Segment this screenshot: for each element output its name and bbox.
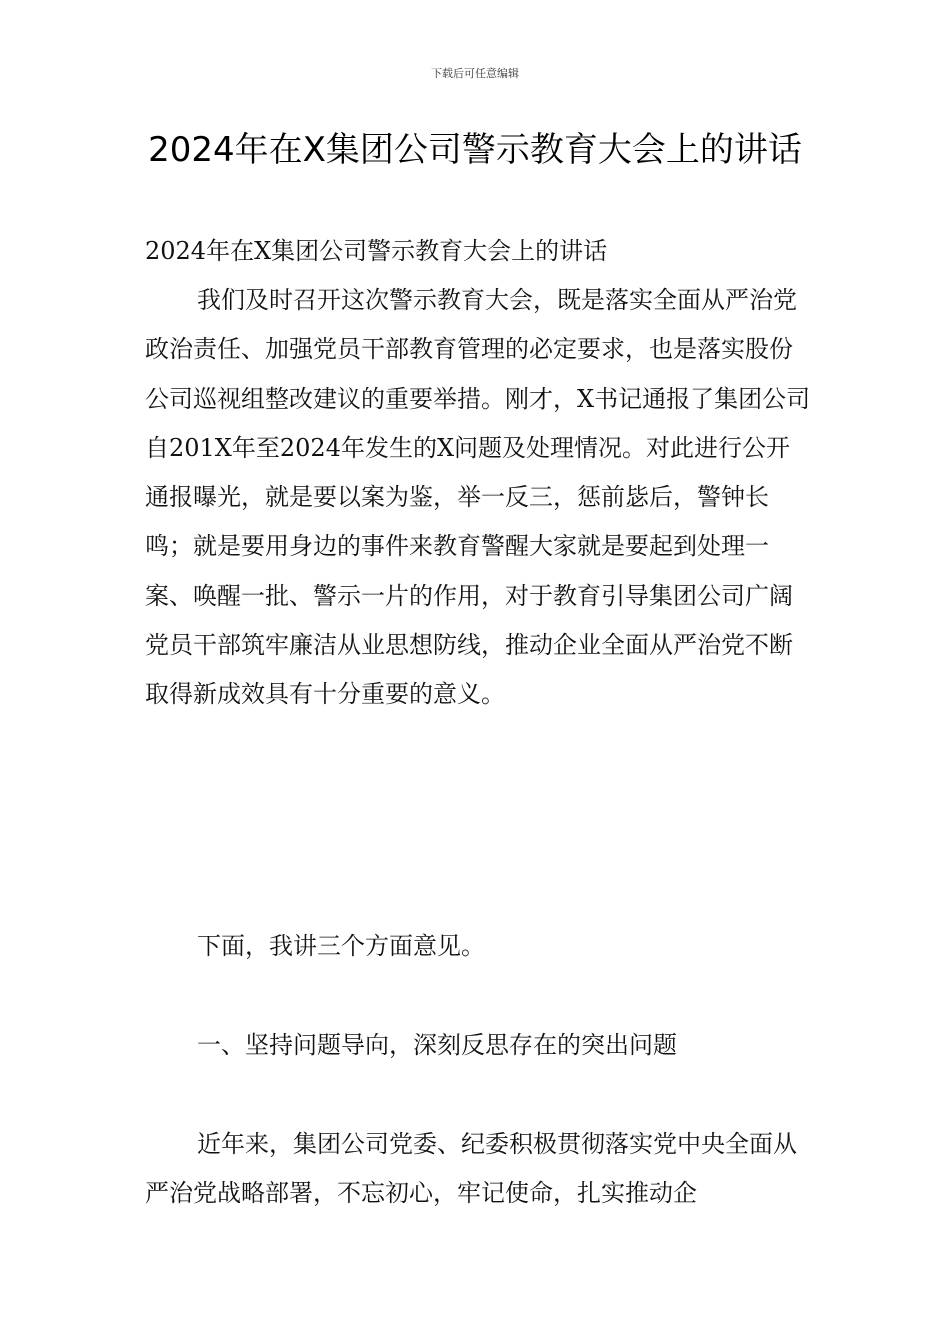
document-subtitle: 2024年在X集团公司警示教育大会上的讲话 (145, 237, 608, 265)
body-paragraph-intro: 我们及时召开这次警示教育大会，既是落实全面从严治党政治责任、加强党员干部教育管理的必定要求，也是落实股份公司巡视组整改建议的重要举措。刚才，X书记通报了集团公司自201X年至2024年发生的X问题及处理情况。对此进行公开通报曝光，就是要以案为鉴，举一反三，惩前毖后，警钟长鸣；就是要用身边的事件来教育警醒大家就是要起到处理一案、唤醒一批、警示一片的作用，对于教育引导集团公司广阔党员干部筑牢廉洁从业思想防线，推动企业全面从严治党不断取得新成效具有十分重要的意义。 (145, 286, 811, 709)
body-paragraph-section-1: 近年来，集团公司党委、纪委积极贯彻落实党中央全面从严治党战略部署，不忘初心，牢记使命，扎实推动企 (145, 1130, 797, 1208)
header-note: 下载后可任意编辑 (431, 67, 519, 80)
section-heading-1: 一、坚持问题导向，深刻反思存在的突出问题 (197, 1031, 677, 1059)
document-title: 2024年在X集团公司警示教育大会上的讲话 (148, 130, 802, 170)
body-paragraph-outline: 下面，我讲三个方面意见。 (197, 932, 485, 960)
